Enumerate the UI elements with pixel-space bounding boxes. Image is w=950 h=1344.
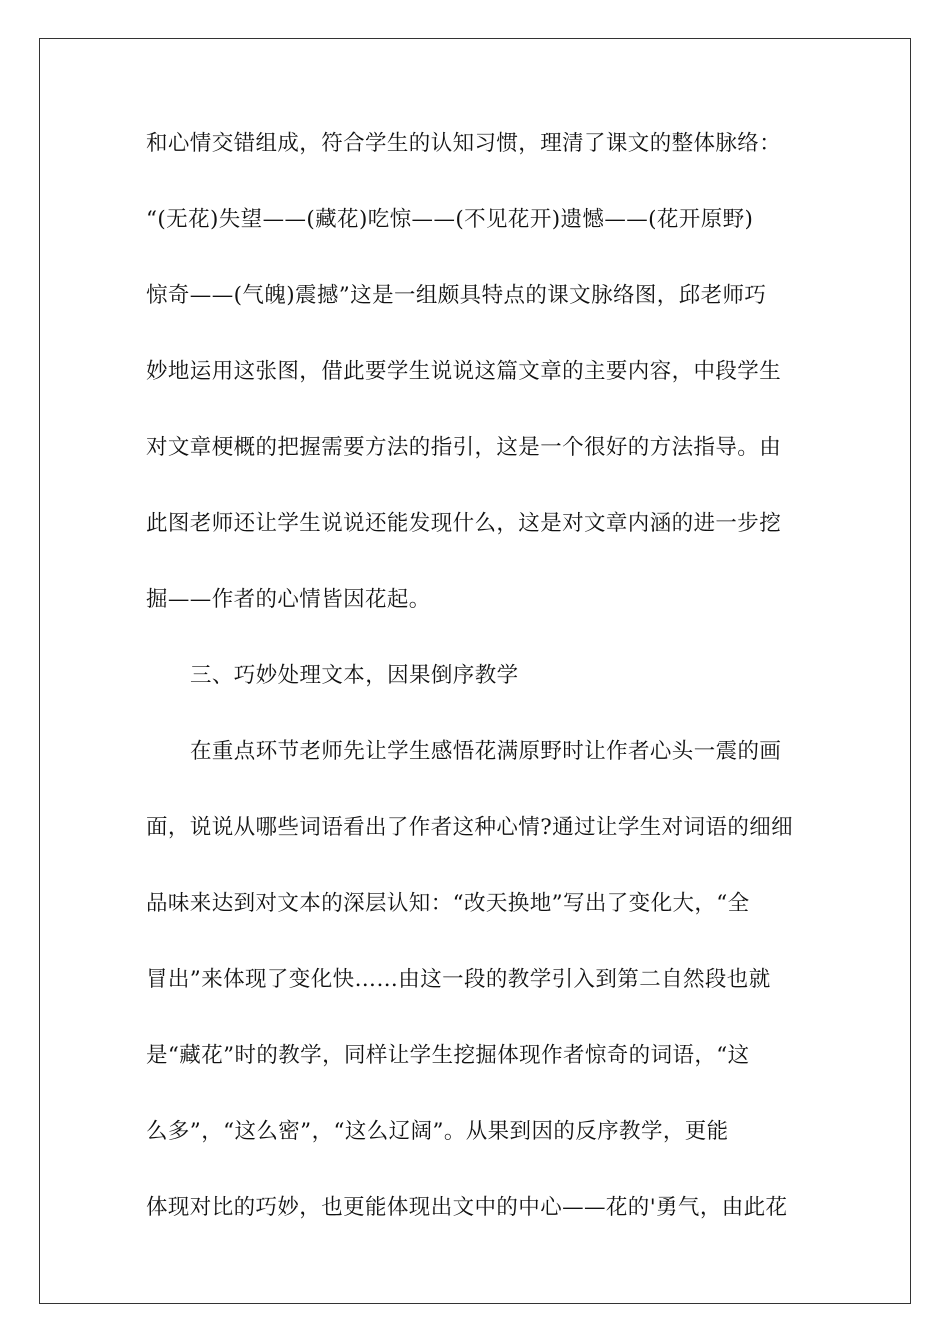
paragraph-line: 此图老师还让学生说说还能发现什么，这是对文章内涵的进一步挖	[146, 511, 782, 536]
paragraph-line: 在重点环节老师先让学生感悟花满原野时让作者心头一震的画	[190, 739, 782, 764]
paragraph-line: 么多”，“这么密”，“这么辽阔”。从果到因的反序教学，更能	[146, 1119, 729, 1144]
paragraph-line: 面，说说从哪些词语看出了作者这种心情?通过让学生对词语的细细	[146, 815, 794, 840]
paragraph-line: 体现对比的巧妙，也更能体现出文中的中心——花的'勇气，由此花	[146, 1195, 788, 1220]
paragraph-line: 惊奇——(气魄)震撼”这是一组颇具特点的课文脉络图，邱老师巧	[146, 283, 767, 308]
document-body	[146, 124, 806, 1264]
section-heading: 三、巧妙处理文本，因果倒序教学	[190, 663, 519, 688]
paragraph-line: “(无花)失望——(藏花)吃惊——(不见花开)遗憾——(花开原野)	[146, 207, 754, 232]
paragraph-line: 掘——作者的心情皆因花起。	[146, 587, 431, 612]
paragraph-line: 是“藏花”时的教学，同样让学生挖掘体现作者惊奇的词语，“这	[146, 1043, 750, 1068]
paragraph-line: 和心情交错组成，符合学生的认知习惯，理清了课文的整体脉络：	[146, 131, 782, 156]
paragraph-line: 妙地运用这张图，借此要学生说说这篇文章的主要内容，中段学生	[146, 359, 782, 384]
paragraph-line: 冒出”来体现了变化快……由这一段的教学引入到第二自然段也就	[146, 967, 771, 992]
paragraph-line: 品味来达到对文本的深层认知：“改天换地”写出了变化大，“全	[146, 891, 750, 916]
paragraph-line: 对文章梗概的把握需要方法的指引，这是一个很好的方法指导。由	[146, 435, 782, 460]
